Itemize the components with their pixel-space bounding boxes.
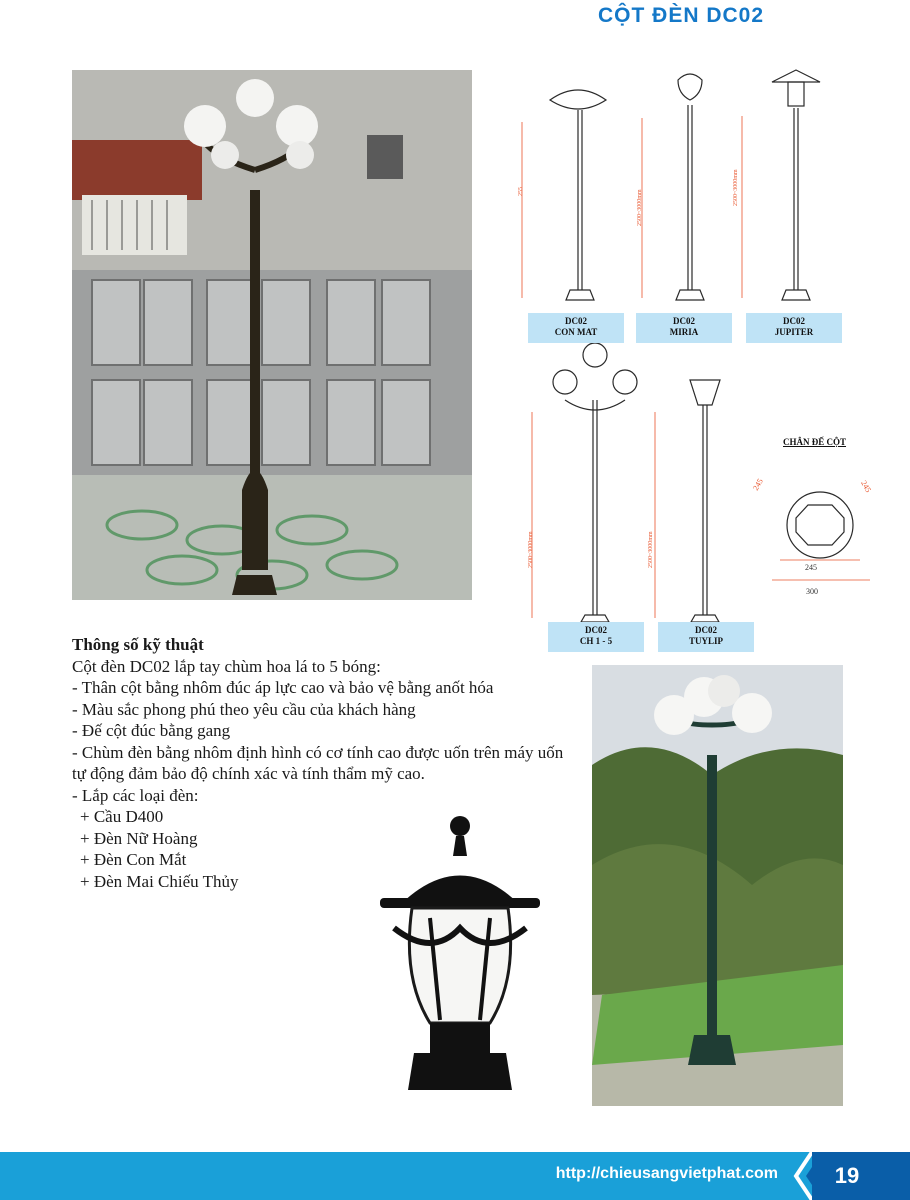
spec-line-5: - Lắp các loại đèn:	[72, 785, 199, 805]
base-diagram-title: CHÂN ĐẾ CỘT	[783, 437, 847, 447]
label-con-mat: DC02 CON MAT	[528, 313, 624, 343]
base-dim-outer: 300	[806, 587, 818, 596]
label-jupiter: DC02 JUPITER	[746, 313, 842, 343]
lamp-post-garden-photo	[592, 665, 843, 1106]
label-ch-1-5: DC02 CH 1 - 5	[548, 622, 644, 652]
spec-heading: Thông số kỹ thuật	[72, 635, 204, 654]
lantern-photo	[372, 808, 552, 1098]
spec-line-4: - Chùm đèn bằng nhôm định hình có cơ tính cao được uốn trên máy uốn tự động đảm bảo độ chính xác và tính thẩm mỹ cao.	[72, 742, 564, 783]
page-number: 19	[834, 1163, 860, 1188]
spec-intro: Cột đèn DC02 lắp tay chùm hoa lá to 5 bóng:	[72, 656, 381, 676]
spec-line-2: - Màu sắc phong phú theo yêu cầu của khách hàng	[72, 699, 416, 719]
lamp-post-drawings	[510, 60, 910, 660]
lamp-item-4: + Đèn Mai Chiếu Thủy	[80, 871, 239, 891]
base-dim-right: 245	[859, 479, 873, 494]
label-miria: DC02 MIRIA	[636, 313, 732, 343]
lamp-post-gate-photo	[72, 70, 472, 600]
dim-label-4: 2500~3000mm	[528, 531, 534, 568]
website-link[interactable]: http://chieusangvietphat.com	[555, 1165, 778, 1182]
dim-label-2: 2500~3000mm	[637, 189, 643, 226]
base-dim-inner: 245	[805, 563, 817, 572]
lamp-item-3: + Đèn Con Mắt	[80, 850, 187, 869]
page-title: CỘT ĐÈN DC02	[598, 4, 765, 27]
lamp-item-1: + Cầu D400	[80, 807, 164, 826]
dim-label-5: 2500~3000mm	[648, 531, 654, 568]
label-tuylip: DC02 TUYLIP	[658, 622, 754, 652]
base-dim-left: 245	[751, 477, 765, 492]
spec-line-1: - Thân cột bằng nhôm đúc áp lực cao và bảo vệ bằng anốt hóa	[72, 678, 494, 697]
spec-line-3: - Đế cột đúc bằng gang	[72, 721, 231, 740]
dim-label-3: 2500~3000mm	[733, 169, 739, 206]
lamp-item-2: + Đèn Nữ Hoàng	[80, 828, 198, 848]
dim-label-1: 255	[518, 187, 524, 196]
